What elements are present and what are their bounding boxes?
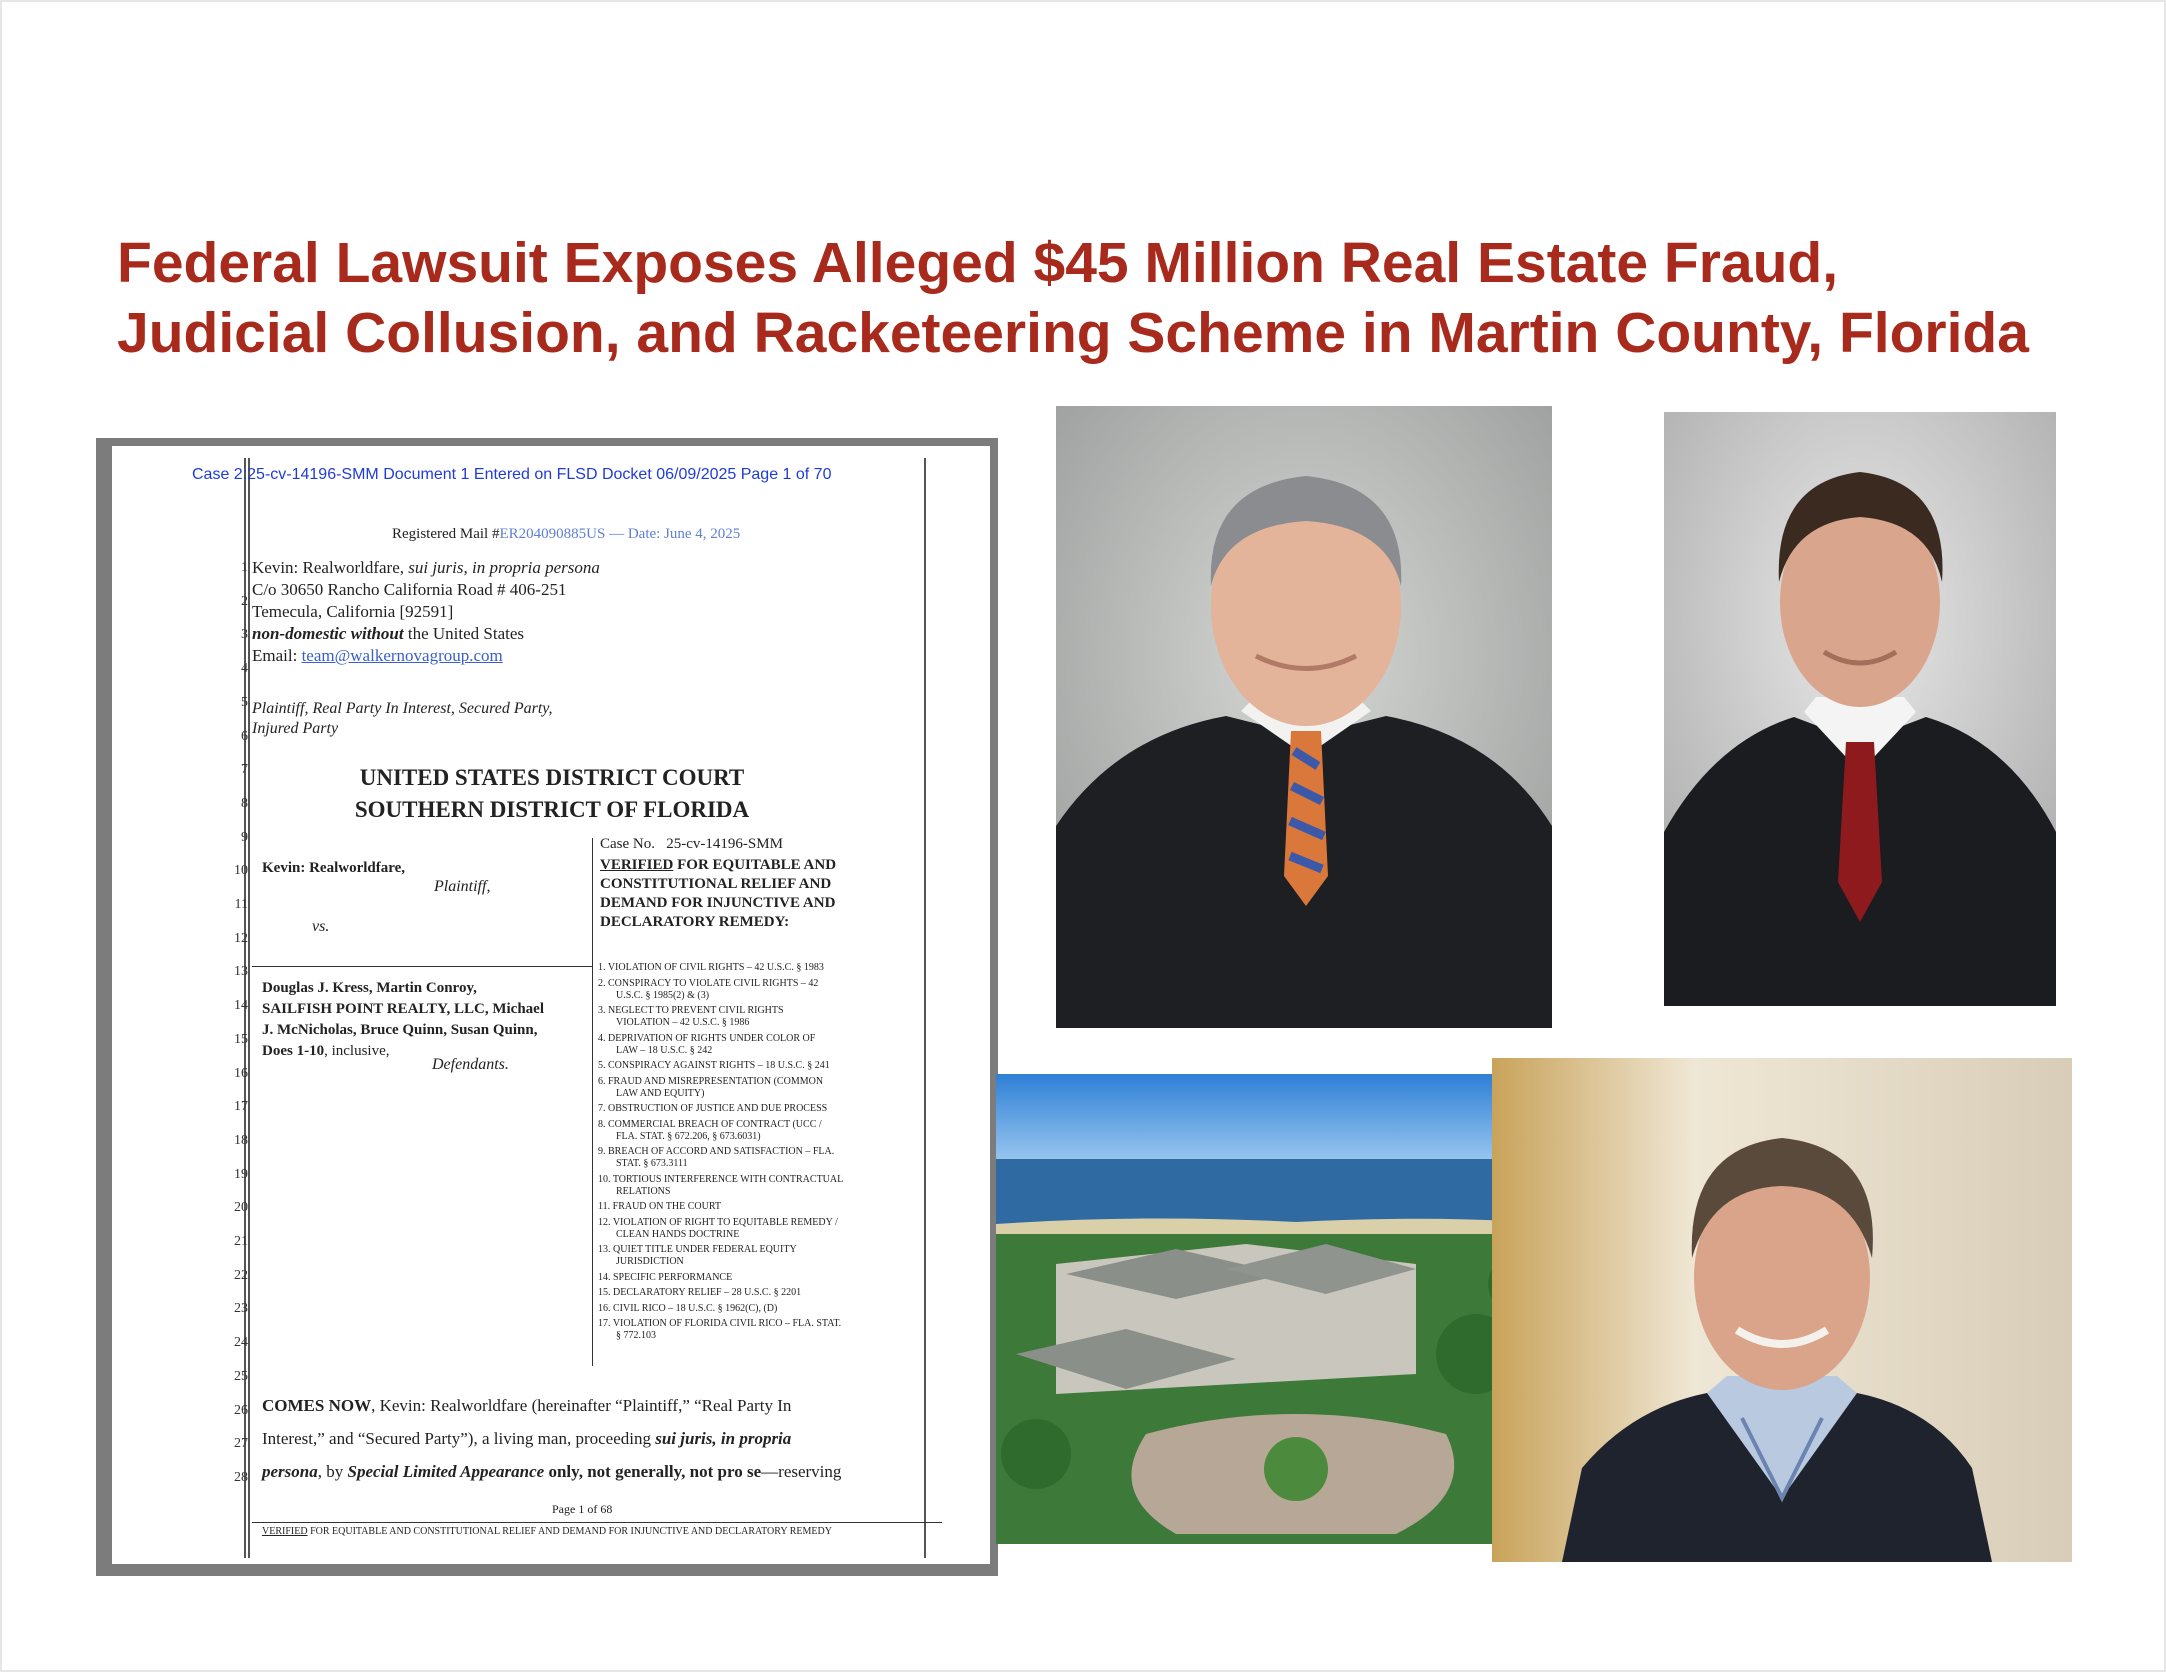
line-number: 1 (241, 560, 248, 575)
cause-of-action-item: 7. OBSTRUCTION OF JUSTICE AND DUE PROCESS (598, 1103, 828, 1114)
page-number: Page 1 of 68 (552, 1502, 613, 1516)
line-number: 12 (234, 930, 248, 946)
complaint-caption: VERIFIED FOR EQUITABLE AND CONSTITUTIONAL RELIEF AND DEMAND FOR INJUNCTIVE AND DECLARATORY REMEDY: (600, 857, 837, 930)
line-number: 21 (234, 1234, 248, 1249)
line-number: 18 (234, 1132, 248, 1148)
cause-of-action-item: 16. CIVIL RICO – 18 U.S.C. § 1962(C), (D) (598, 1302, 778, 1314)
versus: vs. (312, 918, 330, 935)
defendants-role: Defendants. (432, 1056, 509, 1073)
court-document-page (112, 446, 990, 1564)
line-number: 22 (234, 1267, 248, 1283)
line-number: 11 (234, 897, 248, 912)
cause-of-action-item: 13. QUIET TITLE UNDER FEDERAL EQUITY JURISDICTION (598, 1244, 797, 1267)
line-number: 4 (241, 661, 248, 677)
cause-of-action-item: 9. BREACH OF ACCORD AND SATISFACTION – FLA. STAT. § 673.3111 (598, 1146, 835, 1169)
registered-mail: Registered Mail #ER204090885US — Date: June 4, 2025 (392, 526, 741, 542)
defendants: Douglas J. Kress, Martin Conroy, SAILFISH POINT REALTY, LLC, Michael J. McNicholas, Bruce Quinn, Susan Quinn, Does 1-10, inclusive, (262, 980, 545, 1059)
line-number: 27 (234, 1436, 248, 1452)
body-text: COMES NOW, Kevin: Realworldfare (hereinafter “Plaintiff,” “Real Party In (262, 1396, 792, 1415)
margin-line (248, 458, 250, 1558)
caption-divider (592, 838, 593, 1366)
case-number: Case No. 25-cv-14196-SMM (600, 836, 783, 852)
plaintiff-status: non-domestic without the United States (252, 624, 525, 643)
plaintiff-address-street: C/o 30650 Rancho California Road # 406-251 (252, 580, 567, 599)
line-number: 14 (234, 998, 248, 1014)
cause-of-action-item: 5. CONSPIRACY AGAINST RIGHTS – 18 U.S.C. § 241 (598, 1060, 830, 1071)
attorney-portrait-image (1664, 412, 2056, 1006)
businessman-portrait-photo (1492, 1058, 2072, 1562)
cause-of-action-item: 3. NEGLECT TO PREVENT CIVIL RIGHTS VIOLATION – 42 U.S.C. § 1986 (598, 1005, 784, 1028)
cause-of-action-item: 1. VIOLATION OF CIVIL RIGHTS – 42 U.S.C. § 1983 (598, 962, 824, 973)
cause-of-action-item: 11. FRAUD ON THE COURT (598, 1201, 722, 1212)
cause-of-action-item: 12. VIOLATION OF RIGHT TO EQUITABLE REMEDY / CLEAN HANDS DOCTRINE (598, 1216, 838, 1240)
line-number: 2 (241, 593, 248, 609)
headline-line-1: Federal Lawsuit Exposes Alleged $45 Million Real Estate Fraud, (117, 231, 1839, 295)
judge-portrait-image (1056, 406, 1552, 1028)
causes-of-action (598, 962, 928, 1346)
cause-of-action-item: 6. FRAUD AND MISREPRESENTATION (COMMON LAW AND EQUITY) (598, 1075, 824, 1099)
line-number: 16 (234, 1065, 248, 1081)
plaintiff-name: Kevin: Realworldfare, (262, 860, 406, 876)
body-text: Interest,” and “Secured Party”), a living man, proceeding sui juris, in propria (262, 1429, 792, 1448)
line-number: 20 (234, 1200, 248, 1216)
line-number: 25 (234, 1368, 248, 1384)
plaintiff-role: Plaintiff, (434, 878, 491, 895)
footer-title: VERIFIED FOR EQUITABLE AND CONSTITUTIONAL RELIEF AND DEMAND FOR INJUNCTIVE AND DECLARATORY REMEDY (262, 1526, 832, 1537)
court-district: SOUTHERN DISTRICT OF FLORIDA (354, 797, 750, 822)
court-name: UNITED STATES DISTRICT COURT (359, 765, 745, 790)
line-number: 28 (234, 1469, 248, 1485)
body-text: persona, by Special Limited Appearance only, not generally, not pro se—reserving (262, 1462, 842, 1481)
cause-of-action-item: 4. DEPRIVATION OF RIGHTS UNDER COLOR OF LAW – 18 U.S.C. § 242 (598, 1032, 816, 1056)
cause-of-action-item: 14. SPECIFIC PERFORMANCE (598, 1271, 733, 1283)
line-number: 23 (234, 1301, 248, 1317)
line-number: 5 (241, 694, 248, 710)
plaintiff-address-name: Kevin: Realworldfare, sui juris, in propria persona (252, 558, 600, 577)
line-number: 15 (234, 1031, 248, 1047)
businessman-portrait-image (1492, 1058, 2072, 1562)
judge-portrait-photo (1056, 406, 1552, 1028)
plaintiff-address-city: Temecula, California [92591] (252, 602, 454, 621)
line-number: 24 (234, 1335, 248, 1351)
line-number: 6 (241, 728, 248, 744)
line-number: 26 (234, 1402, 248, 1418)
cause-of-action-item: 2. CONSPIRACY TO VIOLATE CIVIL RIGHTS – 42 U.S.C. § 1985(2) & (3) (598, 977, 819, 1001)
plaintiff-description: Plaintiff, Real Party In Interest, Secured Party, (252, 700, 553, 717)
line-number: 8 (241, 795, 248, 811)
cause-of-action-item: 10. TORTIOUS INTERFERENCE WITH CONTRACTUAL RELATIONS (598, 1173, 844, 1197)
line-number: 7 (241, 762, 248, 778)
docket-stamp: Case 2:25-cv-14196-SMM Document 1 Entered on FLSD Docket 06/09/2025 Page 1 of 70 (192, 466, 832, 483)
line-number: 17 (234, 1099, 248, 1115)
cause-of-action-item: 17. VIOLATION OF FLORIDA CIVIL RICO – FLA. STAT. § 772.103 (598, 1318, 842, 1341)
cause-of-action-item: 8. COMMERCIAL BREACH OF CONTRACT (UCC / FLA. STAT. § 672.206, § 673.6031) (598, 1118, 822, 1142)
plaintiff-email: Email: team@walkernovagroup.com (252, 646, 503, 665)
headline (117, 228, 2117, 368)
caption-divider (252, 966, 592, 967)
cause-of-action-item: 15. DECLARATORY RELIEF – 28 U.S.C. § 2201 (598, 1287, 802, 1298)
line-number: 19 (234, 1166, 248, 1182)
line-number: 10 (234, 863, 248, 879)
headline-line-2: Judicial Collusion, and Racketeering Scheme in Martin County, Florida (117, 301, 2029, 365)
line-number: 13 (234, 964, 248, 980)
plaintiff-description: Injured Party (252, 720, 339, 737)
attorney-portrait-photo (1664, 412, 2056, 1006)
line-number: 9 (241, 829, 248, 845)
court-document-image (96, 438, 998, 1576)
line-number: 3 (241, 627, 248, 643)
footer-rule (252, 1522, 942, 1523)
